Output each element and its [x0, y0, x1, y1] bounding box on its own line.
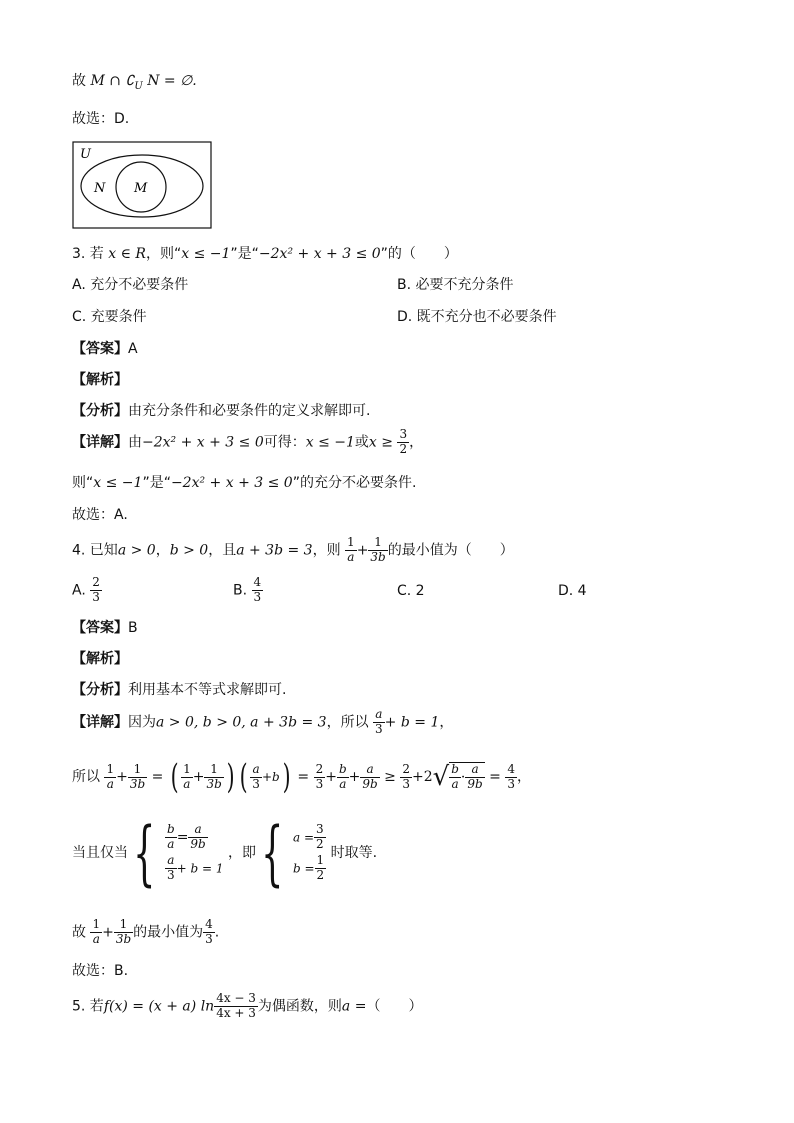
text: 3. 若 — [72, 246, 104, 262]
text: 当且仅当 — [72, 845, 128, 861]
answer-value: B — [128, 620, 138, 636]
option-a: A. $\frac{2}{3}$ — [72, 575, 100, 604]
answer-line — [72, 342, 138, 356]
analysis-line — [72, 404, 370, 418]
math-expr: x ≤ −1 — [93, 475, 143, 491]
answer-line — [72, 621, 138, 635]
text: 的最小值为 — [133, 924, 204, 941]
math-expr: −2x² + x + 3 ≤ 0 — [258, 246, 381, 262]
analysis-tag: 【分析】 — [72, 682, 128, 698]
text: ，所以 — [326, 714, 369, 731]
math-expr: + b = 1 — [384, 714, 440, 731]
text: ，且 — [208, 542, 237, 559]
text: ”是“ — [142, 475, 171, 491]
equation-system: $\frac{b}{a}$ = $\frac{a}{9b}$ $\frac{a}{3}$ + b = 1 — [167, 822, 224, 882]
conclusion-line — [72, 74, 197, 92]
math-expr: a + 3b = 3 — [236, 542, 313, 559]
text: 所以 — [72, 769, 100, 785]
conclusion-line — [72, 476, 416, 490]
analysis-tag: 【分析】 — [72, 403, 128, 419]
analysis-heading: 【解析】 — [72, 372, 128, 388]
math-expr: a > 0 — [117, 542, 156, 559]
text: （ ） — [366, 998, 423, 1015]
option-b: B. $\frac{4}{3}$ — [233, 575, 262, 604]
answer-tag: 【答案】 — [72, 620, 128, 636]
text: ， — [155, 542, 170, 559]
answer-select-line: 故选：B. — [72, 963, 129, 979]
math-expr: x ≤ −1 — [305, 434, 355, 451]
text: 5. 若 — [72, 998, 104, 1015]
text: ，则“ — [145, 246, 182, 262]
math-expr: f(x) = (x + a) ln — [103, 998, 215, 1015]
math-expr: x ≥ — [368, 434, 393, 451]
plus: + — [356, 542, 369, 559]
venn-diagram — [72, 141, 212, 229]
math-expr: −2x² + x + 3 ≤ 0 — [142, 434, 264, 451]
text: 故 — [72, 924, 86, 941]
text: 则“ — [72, 475, 94, 491]
text: 由充分条件和必要条件的定义求解即可. — [128, 403, 371, 419]
text: ，则 — [312, 542, 341, 559]
question-3 — [72, 247, 458, 261]
equation-line: 所以 $\frac{1}{a}$ + $\frac{1}{3b}$ = ( $\frac{1}{a}$ + $\frac{1}{3b}$ ) ( $\frac{a}{3}$ +b) = $\frac{2}{3}$ + $\frac{b}{a}$ + $\frac{a}{9b}$ ≥ $\frac{2}{3}$ +2√ $\frac{b}{a}$ · $\frac{a}{9b}$ = $\frac{4}{3}$ ， — [72, 757, 531, 797]
fraction: $\frac{a}{3}$ — [375, 707, 383, 736]
answer-select-line: 故选：A. — [72, 507, 128, 523]
condition-line: 当且仅当{ $\frac{b}{a}$ = $\frac{a}{9b}$ $\frac{a}{3}$ + b = 1 ，即{ a = $\frac{3}{2}$ b = $\frac{1}{2}$ 时取等. — [72, 812, 378, 894]
math-expr: x ≤ −1 — [181, 246, 231, 262]
conclusion-line: 故 $\frac{1}{a}$ + $\frac{1}{3b}$ 的最小值为 $\frac{4}{3}$ . — [72, 917, 220, 946]
answer-value: A — [128, 341, 138, 357]
detail-tag: 【详解】 — [72, 434, 128, 451]
analysis-line — [72, 683, 286, 697]
option-d: D. 既不充分也不必要条件 — [397, 309, 557, 325]
option-c: C. 充要条件 — [72, 309, 147, 325]
text: 可得： — [263, 434, 306, 451]
text: ，即 — [227, 845, 256, 861]
math-expr: −2x² + x + 3 ≤ 0 — [170, 475, 293, 491]
detail-tag: 【详解】 — [72, 714, 128, 731]
math-expr: b > 0 — [169, 542, 209, 559]
solution-system: a = $\frac{3}{2}$ b = $\frac{1}{2}$ — [292, 822, 325, 882]
option-c: C. 2 — [397, 583, 425, 599]
math-expr: x ∈ R — [108, 246, 146, 262]
math-expr: M ∩ ∁ — [90, 73, 135, 89]
answer-tag: 【答案】 — [72, 341, 128, 357]
math-sub: U — [134, 80, 143, 92]
math-expr: a > 0, b > 0, a + 3b = 3 — [156, 714, 327, 731]
fraction: $\frac{1}{3b}$ — [370, 535, 386, 564]
label-u: U — [80, 147, 91, 162]
text: ”的（ ） — [380, 246, 458, 262]
math-expr: N = ∅. — [147, 73, 197, 89]
text: 4. 已知 — [72, 542, 118, 559]
text: ”的充分不必要条件. — [292, 475, 417, 491]
text: 因为 — [128, 714, 156, 731]
text: ， — [439, 714, 454, 731]
detail-line — [72, 708, 453, 737]
answer-select-line: 故选：D. — [72, 111, 130, 127]
text: 故 — [72, 73, 86, 89]
text: 或 — [354, 434, 369, 451]
text: 的最小值为（ ） — [387, 542, 514, 559]
option-d: D. 4 — [558, 583, 587, 599]
math-expr: a = — [341, 998, 367, 1015]
text: 利用基本不等式求解即可. — [128, 682, 287, 698]
fraction: $\frac{4x - 3}{4x + 3}$ — [216, 991, 256, 1020]
text: ”是“ — [230, 246, 259, 262]
text: 由 — [128, 434, 142, 451]
option-b: B. 必要不充分条件 — [397, 277, 514, 293]
question-5 — [72, 992, 422, 1021]
analysis-heading: 【解析】 — [72, 651, 128, 667]
text: 为偶函数，则 — [257, 998, 342, 1015]
fraction: $\frac{3}{2}$ — [399, 427, 408, 456]
label-n: N — [94, 181, 106, 196]
text: ， — [409, 434, 424, 451]
fraction: $\frac{1}{a}$ — [347, 535, 355, 564]
text: 时取等. — [330, 845, 378, 861]
option-a: A. 充分不必要条件 — [72, 277, 189, 293]
detail-line — [72, 428, 423, 457]
label-m: M — [134, 181, 148, 196]
question-4 — [72, 536, 514, 565]
